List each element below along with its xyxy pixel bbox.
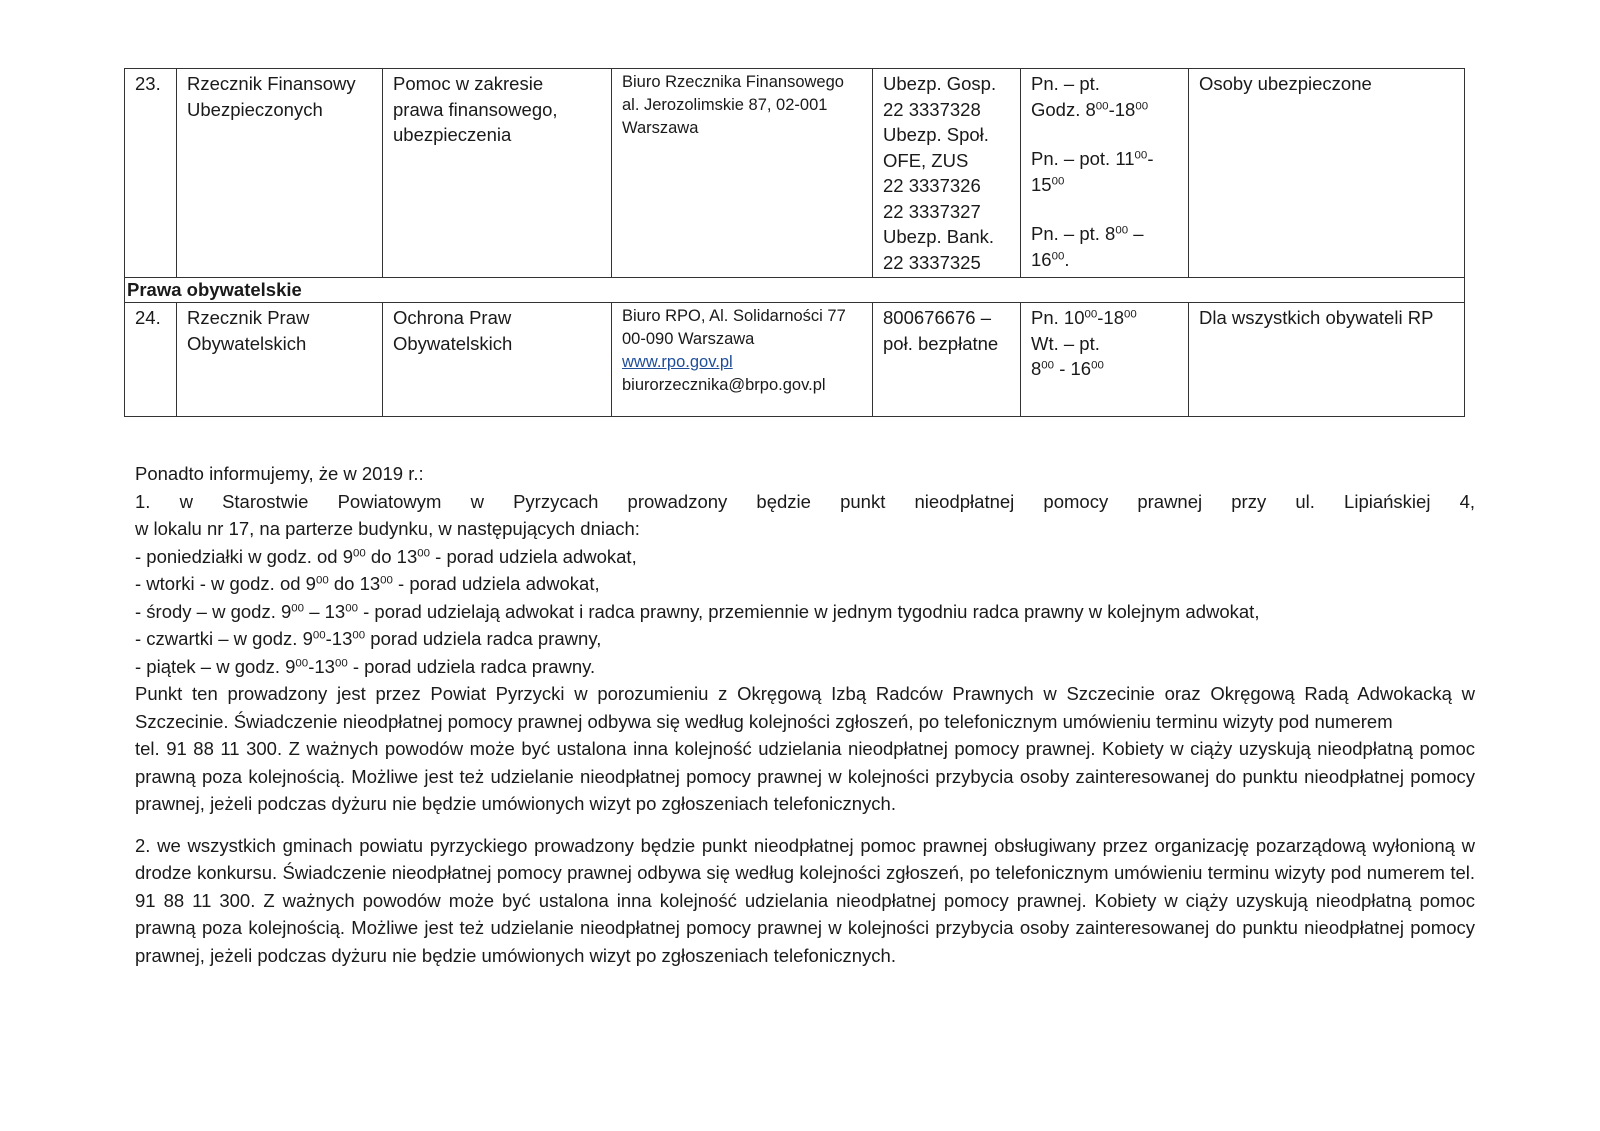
phone-line: 22 3337328 xyxy=(883,98,981,120)
row-number: 23. xyxy=(125,69,177,278)
body-text xyxy=(135,460,1475,969)
address-cell xyxy=(612,303,873,417)
audience-cell: Dla wszystkich obywateli RP xyxy=(1189,303,1465,417)
hours-line: Pn. – pt. xyxy=(1031,73,1100,94)
phone-line: 22 3337327 xyxy=(883,200,981,222)
audience-cell: Osoby ubezpieczone xyxy=(1189,69,1465,278)
institution-cell xyxy=(177,303,383,417)
phone-line: 800676676 – xyxy=(883,307,992,328)
phone-cell xyxy=(873,69,1021,278)
intro-line: Ponadto informujemy, że w 2019 r.: xyxy=(135,463,424,484)
phone-cell xyxy=(873,303,1021,417)
scope-line: prawa finansowego, xyxy=(393,98,558,120)
paragraph-1-first-line: 1. w Starostwie Powiatowym w Pyrzycach prowadzony będzie punkt nieodpłatnej pomocy prawnej przy ul. Lipiańskiej 4, xyxy=(135,490,1475,512)
institution-line: Obywatelskich xyxy=(187,332,307,354)
schedule-item-friday: - piątek – w godz. $9^{00}-13^{00}$ - porad udziela radca prawny. xyxy=(135,655,596,677)
paragraph-1-phone-info: tel. 91 88 11 300. Z ważnych powodów może być ustalona inna kolejność udzielania nieodpłatnej pomocy prawnej. Kobiety w ciąży uzyskują nieodpłatną pomoc prawną poza kolejnością. Możliwe jest też udzielanie nieodpłatnej pomocy prawnej w kolejności przybycia osoby zainteresowanej do punktu nieodpłatnej pomocy prawnej, jeżeli podczas dyżuru nie będzie umówionych wizyt po zgłoszeniach telefonicznych. xyxy=(135,738,1475,814)
table-row-24 xyxy=(125,303,1465,417)
phone-line: poł. bezpłatne xyxy=(883,332,999,354)
hours-line: Godz. $8^{00}-18^{00}$ xyxy=(1031,98,1149,120)
table-row-23 xyxy=(125,69,1465,278)
phone-line: 22 3337326 xyxy=(883,175,981,196)
section-heading: Prawa obywatelskie xyxy=(125,278,1465,303)
hours-line: $8^{00} - 16^{00}$ xyxy=(1031,358,1104,379)
schedule-item-wednesday: - środy – w godz. $9^{00} - 13^{00}$ - porad udzielają adwokat i radca prawny, przemiennie w jednym tygodniu radca prawny w kolejnym adwokat, xyxy=(135,600,1260,622)
phone-line: Ubezp. Bank. xyxy=(883,226,995,247)
institution-line: Ubezpieczonych xyxy=(187,98,323,120)
legal-aid-table xyxy=(124,68,1465,417)
hours-line: $15^{00}$ xyxy=(1031,173,1065,195)
institution-cell xyxy=(177,69,383,278)
email-text: biurorzecznika@brpo.gov.pl xyxy=(622,376,826,394)
hours-line: Wt. – pt. xyxy=(1031,332,1100,354)
row-number: 24. xyxy=(125,303,177,417)
paragraph-2: 2. we wszystkich gminach powiatu pyrzyckiego prowadzony będzie punkt nieodpłatnej pomoc prawnej obsługiwany przez organizację pozarządową wyłonioną w drodze konkursu. Świadczenie nieodpłatnej pomocy prawnej odbywa się według kolejności zgłoszeń, po telefonicznym umówieniu terminu wizyty pod numerem tel. 91 88 11 300. Z ważnych powodów może być ustalona inna kolejność udzielania nieodpłatnej pomocy prawnej. Kobiety w ciąży uzyskują nieodpłatną pomoc prawną poza kolejnością. Możliwe jest też udzielanie nieodpłatnej pomocy prawnej w kolejności przybycia osoby zainteresowanej do punktu nieodpłatnej pomocy prawnej, jeżeli podczas dyżuru nie będzie umówionych wizyt po zgłoszeniach telefonicznych. xyxy=(135,834,1475,966)
scope-cell xyxy=(383,303,612,417)
website-link[interactable]: www.rpo.gov.pl xyxy=(622,353,733,371)
hours-line: Pn. – pt. $8^{00}$ – xyxy=(1031,223,1144,244)
scope-line: Ochrona Praw xyxy=(393,307,512,328)
address-line: 00-090 Warszawa xyxy=(622,330,755,348)
hours-cell xyxy=(1021,303,1189,417)
hours-line: Pn. – pot. $11^{00}-$ xyxy=(1031,148,1154,169)
institution-line: Rzecznik Praw xyxy=(187,307,310,328)
scope-line: ubezpieczenia xyxy=(393,124,512,145)
phone-line: Ubezp. Gosp. xyxy=(883,73,997,94)
scope-cell xyxy=(383,69,612,278)
phone-line: Ubezp. Społ. xyxy=(883,124,989,145)
address-line: al. Jerozolimskie 87, 02-001 xyxy=(622,96,828,114)
paragraph-1-continued: Punkt ten prowadzony jest przez Powiat Pyrzycki w porozumieniu z Okręgową Izbą Radców Prawnych w Szczecinie oraz Okręgową Radą Adwokacką w Szczecinie. Świadczenie nieodpłatnej pomocy prawnej odbywa się według kolejności zgłoszeń, po telefonicznym umówieniu terminu wizyty pod numerem xyxy=(135,683,1475,732)
schedule-item-thursday: - czwartki – w godz. $9^{00}-13^{00}$ porad udziela radca prawny, xyxy=(135,628,602,649)
hours-cell xyxy=(1021,69,1189,278)
scope-line: Pomoc w zakresie xyxy=(393,73,544,94)
address-line: Biuro RPO, Al. Solidarności 77 xyxy=(622,307,846,325)
address-line: Biuro Rzecznika Finansowego xyxy=(622,73,844,91)
paragraph-1-second-line: w lokalu nr 17, na parterze budynku, w następujących dniach: xyxy=(135,518,640,539)
section-row xyxy=(125,278,1465,303)
schedule-item-tuesday: - wtorki - w godz. od $9^{00}$ do $13^{00}$ - porad udziela adwokat, xyxy=(135,573,600,594)
address-cell xyxy=(612,69,873,278)
hours-line: Pn. $10^{00}-18^{00}$ xyxy=(1031,307,1137,328)
institution-line: Rzecznik Finansowy xyxy=(187,73,356,94)
scope-line: Obywatelskich xyxy=(393,332,513,354)
schedule-item-monday: - poniedziałki w godz. od $9^{00}$ do $13^{00}$ - porad udziela adwokat, xyxy=(135,545,637,567)
hours-line: $16^{00}$. xyxy=(1031,248,1070,270)
address-line: Warszawa xyxy=(622,119,699,137)
phone-line: OFE, ZUS xyxy=(883,149,969,171)
phone-line: 22 3337325 xyxy=(883,251,981,273)
